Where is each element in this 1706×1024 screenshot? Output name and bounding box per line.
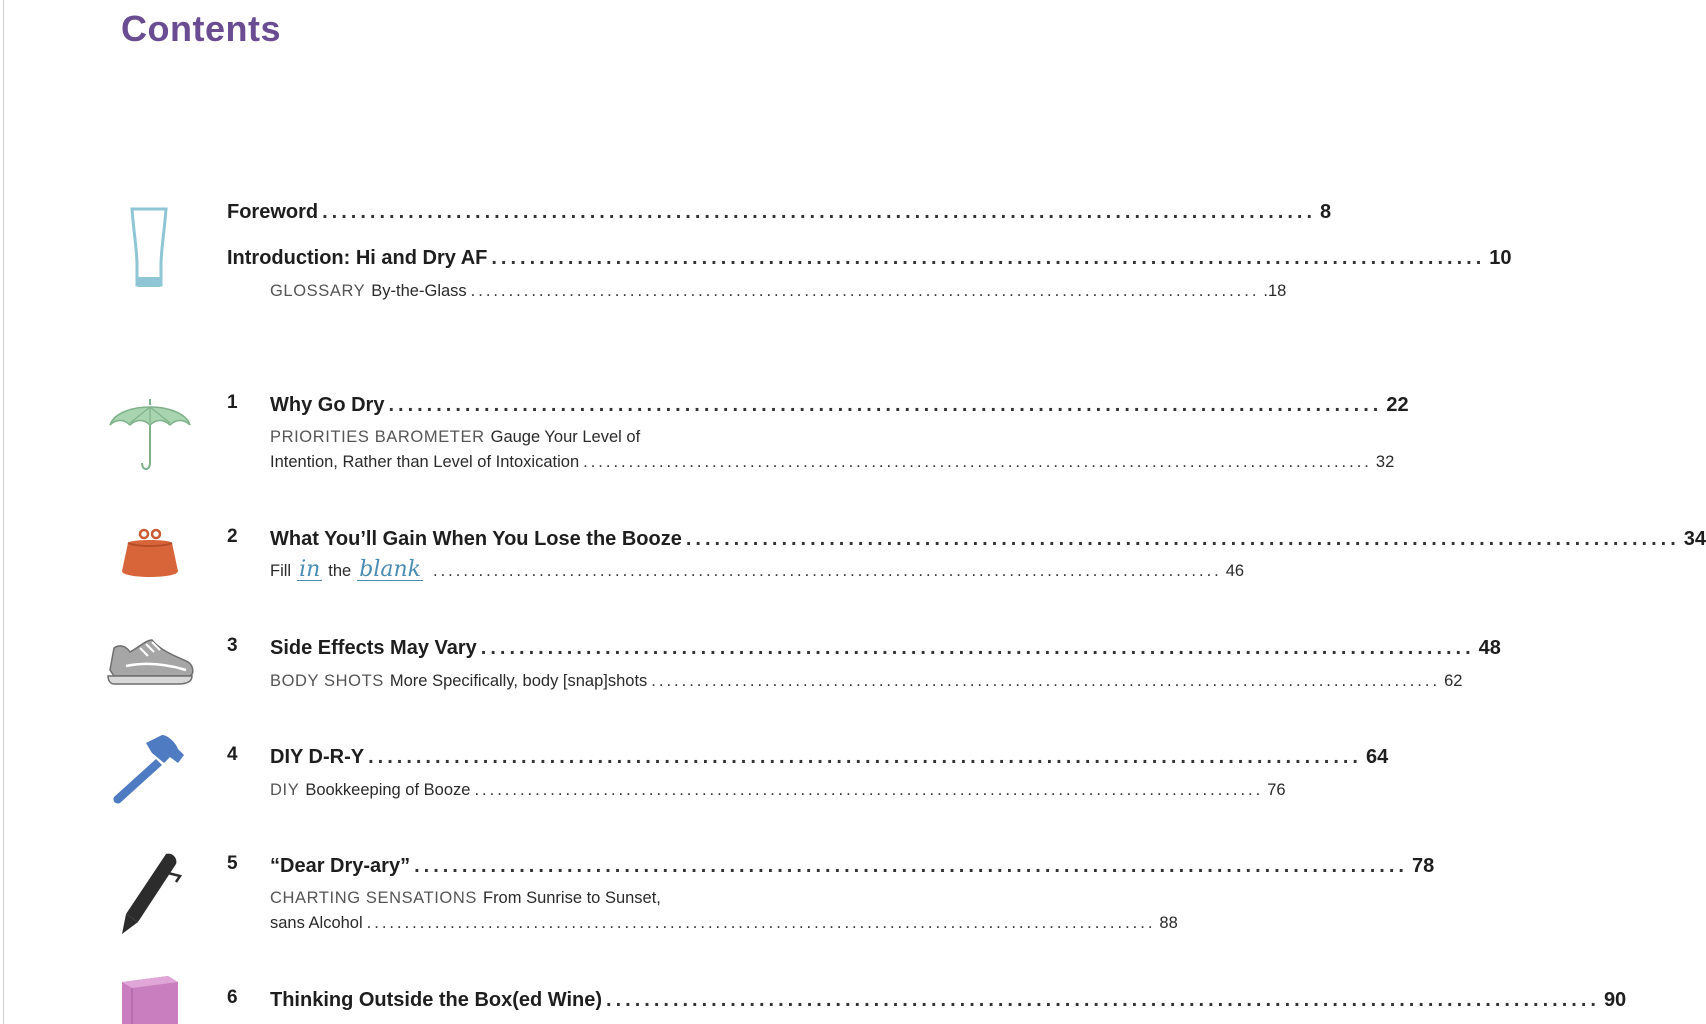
leader-dots: ........................................................................................................: [414, 855, 1408, 877]
toc-chapter-2[interactable]: [0, 525, 1706, 555]
page-number: 48: [1478, 637, 1501, 659]
page-number: 46: [1225, 562, 1245, 580]
toc-chapter-3[interactable]: [0, 634, 1501, 664]
toc-foreword[interactable]: [0, 198, 1332, 228]
leader-dots: ........................................................................................................: [470, 282, 1260, 300]
handwritten-word: blank: [359, 557, 421, 582]
toc-line: [270, 450, 1395, 474]
entry-title: Intention, Rather than Level of Intoxication: [270, 453, 580, 471]
handwritten-word: in: [299, 557, 321, 582]
leader-dots: ........................................................................................................: [685, 528, 1680, 550]
toc-line: [270, 778, 1286, 802]
toc-line: [227, 244, 1512, 272]
leader-dots: ........................................................................................................: [432, 562, 1222, 580]
entry-title: sans Alcohol: [270, 914, 363, 932]
toc-chapter-1[interactable]: [0, 391, 1409, 421]
section-caps: DIY: [270, 781, 300, 799]
entry-title: Bookkeeping of Booze: [305, 781, 471, 799]
chapter-number: 4: [227, 744, 238, 765]
leader-dots: ........................................................................................................: [388, 394, 1383, 416]
chapter-number: 5: [227, 853, 238, 874]
leader-dots: ........................................................................................................: [606, 989, 1600, 1011]
leader-dots: ........................................................................................................: [651, 672, 1441, 690]
toc-chapter-3-sub[interactable]: [0, 669, 1463, 699]
section-caps: GLOSSARY: [270, 282, 366, 300]
toc-line: [270, 634, 1501, 662]
toc-line: [227, 198, 1332, 226]
page-number: 34: [1683, 528, 1706, 550]
chapter-number: 1: [227, 392, 238, 413]
chapter-number: 6: [227, 987, 238, 1008]
page-number: 64: [1365, 746, 1389, 768]
entry-title: From Sunrise to Sunset,: [482, 889, 661, 907]
toc-line: [270, 669, 1463, 693]
page-number: 10: [1489, 247, 1512, 269]
leader-dots: ........................................................................................................: [491, 247, 1486, 269]
page-title: Contents: [121, 8, 281, 49]
toc-chapter-4-sub[interactable]: [0, 778, 1286, 808]
toc-line: [270, 743, 1389, 771]
toc-line: [270, 852, 1435, 880]
chapter-number: 2: [227, 526, 238, 547]
entry-title: By-the-Glass: [371, 282, 467, 300]
leader-dots: ........................................................................................................: [583, 453, 1372, 471]
toc-line: [270, 279, 1287, 303]
entry-title: What You’ll Gain When You Lose the Booze: [270, 528, 682, 550]
leader-dots: ........................................................................................................: [366, 914, 1156, 932]
toc-line: [270, 391, 1409, 419]
section-caps: PRIORITIES BAROMETER: [270, 428, 485, 446]
entry-title: Foreword: [227, 201, 319, 223]
page-number: 90: [1603, 989, 1627, 1011]
entry-word: Fill: [270, 562, 292, 580]
page-number: 8: [1320, 201, 1332, 223]
leader-dots: ........................................................................................................: [474, 781, 1264, 799]
section-caps: BODY SHOTS: [270, 672, 384, 690]
toc-line: [270, 525, 1706, 553]
toc-chapter-4[interactable]: [0, 743, 1389, 773]
toc-line: [270, 425, 828, 449]
toc-line: [270, 886, 828, 910]
entry-title: DIY D-R-Y: [270, 746, 365, 768]
toc-glossary[interactable]: [0, 279, 1287, 309]
page-number: 62: [1444, 672, 1463, 690]
page-number: 78: [1411, 855, 1435, 877]
toc-line: [270, 986, 1627, 1014]
page-number: 76: [1267, 781, 1286, 799]
chapter-number: 3: [227, 635, 238, 656]
toc-line: [270, 911, 1178, 935]
page-number: .18: [1263, 282, 1287, 300]
page-number: 88: [1159, 914, 1178, 932]
toc-line: [270, 557, 1245, 585]
page-number: 22: [1386, 394, 1409, 416]
entry-title: Introduction: Hi and Dry AF: [227, 247, 488, 269]
entry-title: Why Go Dry: [270, 394, 385, 416]
toc-chapter-6[interactable]: [0, 986, 1627, 1016]
entry-title: Thinking Outside the Box(ed Wine): [270, 989, 603, 1011]
leader-dots: ........................................................................................................: [368, 746, 1362, 768]
toc-introduction[interactable]: [0, 244, 1512, 274]
toc-chapter-5-sub-cont[interactable]: [0, 911, 1178, 941]
page-number: 32: [1375, 453, 1395, 471]
section-caps: CHARTING SENSATIONS: [270, 889, 477, 907]
leader-dots: ........................................................................................................: [322, 201, 1317, 223]
toc-chapter-5[interactable]: [0, 852, 1435, 882]
entry-title: Gauge Your Level of: [490, 428, 641, 446]
toc-chapter-2-sub[interactable]: [0, 557, 1245, 587]
entry-title: “Dear Dry-ary”: [270, 855, 411, 877]
entry-title: More Specifically, body [snap]shots: [389, 672, 648, 690]
entry-title: Side Effects May Vary: [270, 637, 477, 659]
leader-dots: ........................................................................................................: [480, 637, 1475, 659]
toc-chapter-1-sub-cont[interactable]: [0, 450, 1395, 480]
entry-word: the: [328, 562, 352, 580]
